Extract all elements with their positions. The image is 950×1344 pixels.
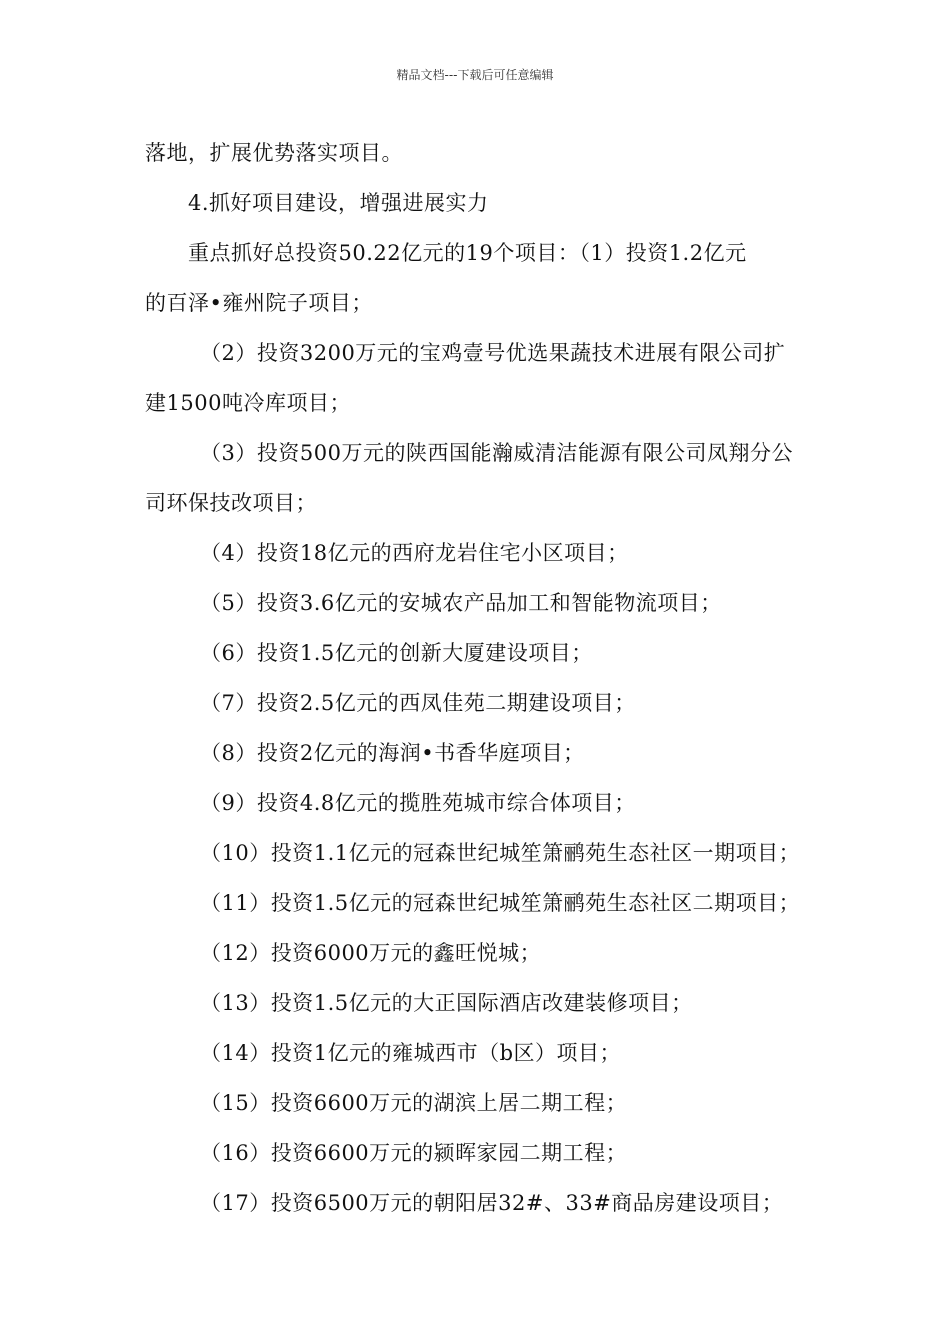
document-body <box>145 128 815 1228</box>
paragraph-line: 的百泽•雍州院子项目； <box>145 291 373 315</box>
list-item: （16）投资6600万元的颍晖家园二期工程； <box>200 1141 628 1165</box>
list-item: （17）投资6500万元的朝阳居32#、33#商品房建设项目； <box>200 1191 784 1215</box>
list-item: （9）投资4.8亿元的揽胜苑城市综合体项目； <box>200 791 636 815</box>
paragraph-line: （2）投资3200万元的宝鸡壹号优选果蔬技术进展有限公司扩 <box>200 341 786 365</box>
section-heading: 4.抓好项目建设，增强进展实力 <box>188 191 489 215</box>
page-header: 精品文档---下载后可任意编辑 <box>396 68 554 82</box>
paragraph-line: 落地，扩展优势落实项目。 <box>145 141 403 165</box>
list-item: （6）投资1.5亿元的创新大厦建设项目； <box>200 641 593 665</box>
list-item: （12）投资6000万元的鑫旺悦城； <box>200 941 542 965</box>
paragraph-line: 重点抓好总投资50.22亿元的19个项目：（1）投资1.2亿元 <box>188 241 747 265</box>
paragraph-line: 司环保技改项目； <box>145 491 317 515</box>
list-item: （7）投资2.5亿元的西凤佳苑二期建设项目； <box>200 691 636 715</box>
paragraph-line: （3）投资500万元的陕西国能瀚威清洁能源有限公司凤翔分公 <box>200 441 793 465</box>
paragraph-line: 建1500吨冷库项目； <box>145 391 351 415</box>
list-item: （11）投资1.5亿元的冠森世纪城笙箫鹂苑生态社区二期项目； <box>200 891 801 915</box>
list-item: （14）投资1亿元的雍城西市（b区）项目； <box>200 1041 622 1065</box>
list-item: （8）投资2亿元的海润•书香华庭项目； <box>200 741 585 765</box>
list-item: （4）投资18亿元的西府龙岩住宅小区项目； <box>200 541 629 565</box>
list-item: （5）投资3.6亿元的安城农产品加工和智能物流项目； <box>200 591 722 615</box>
list-item: （15）投资6600万元的湖滨上居二期工程； <box>200 1091 628 1115</box>
list-item: （10）投资1.1亿元的冠森世纪城笙箫鹂苑生态社区一期项目； <box>200 841 801 865</box>
list-item: （13）投资1.5亿元的大正国际酒店改建装修项目； <box>200 991 693 1015</box>
